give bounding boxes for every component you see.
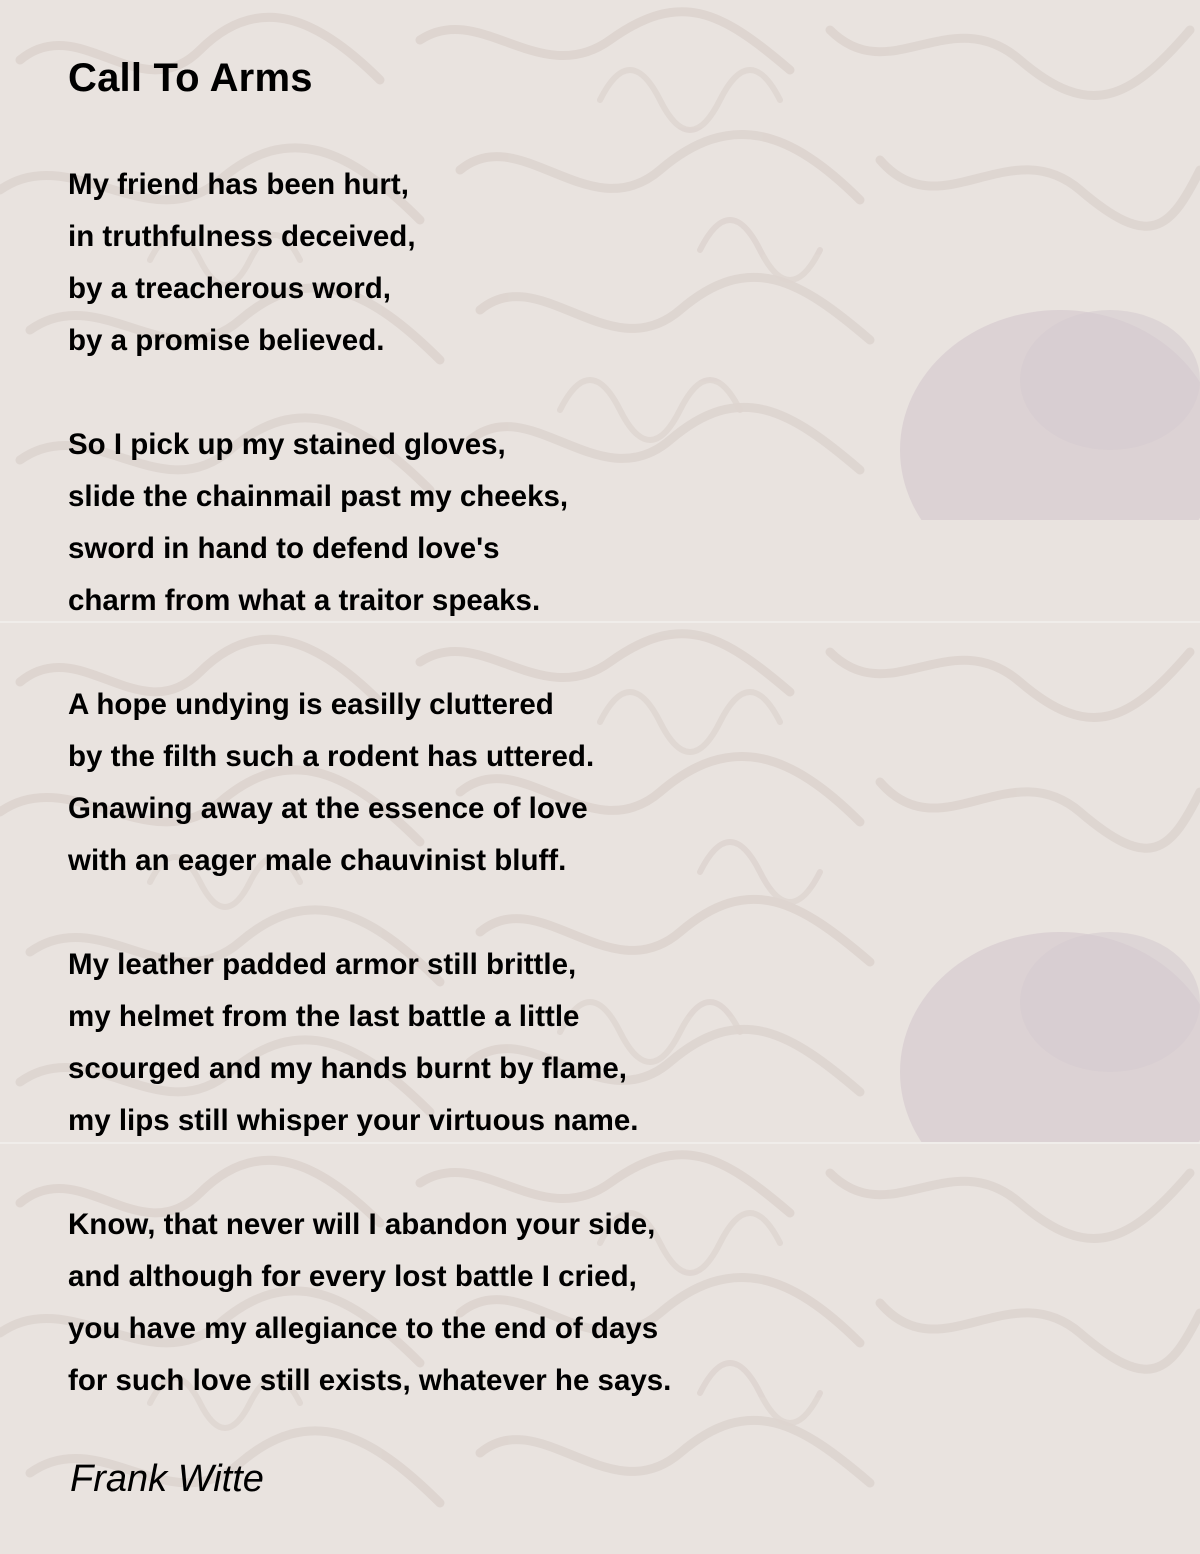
poem-line: My leather padded armor still brittle, (68, 948, 577, 981)
poem-line: slide the chainmail past my cheeks, (68, 480, 569, 513)
poem-line: A hope undying is easilly cluttered (68, 688, 554, 721)
poem-line: in truthfulness deceived, (68, 220, 416, 253)
poem-line: by the filth such a rodent has uttered. (68, 740, 595, 773)
poem-line: with an eager male chauvinist bluff. (68, 844, 567, 877)
poem-line: by a promise believed. (68, 324, 385, 357)
poem-line: sword in hand to defend love's (68, 532, 500, 565)
poem-line: Gnawing away at the essence of love (68, 792, 588, 825)
poem-line: and although for every lost battle I cried, (68, 1260, 637, 1293)
poem-body (68, 159, 1148, 1407)
poem-line: you have my allegiance to the end of days (68, 1312, 659, 1345)
stanza-3 (68, 679, 1148, 887)
poem-line: Know, that never will I abandon your side, (68, 1208, 656, 1241)
stanza-5 (68, 1199, 1148, 1407)
poem-line: So I pick up my stained gloves, (68, 428, 506, 461)
poem-line: my lips still whisper your virtuous name. (68, 1104, 639, 1137)
stanza-2 (68, 419, 1148, 627)
poem-line: charm from what a traitor speaks. (68, 584, 541, 617)
poem-line: by a treacherous word, (68, 272, 391, 305)
poem-title: Call To Arms (68, 56, 313, 100)
poem-line: my helmet from the last battle a little (68, 1000, 580, 1033)
poem-line: for such love still exists, whatever he says. (68, 1364, 672, 1397)
stanza-4 (68, 939, 1148, 1147)
poem-line: scourged and my hands burnt by flame, (68, 1052, 627, 1085)
poem-line: My friend has been hurt, (68, 168, 409, 201)
poem-page (68, 52, 1148, 1459)
poem-author: Frank Witte (70, 1458, 264, 1500)
stanza-1 (68, 159, 1148, 367)
